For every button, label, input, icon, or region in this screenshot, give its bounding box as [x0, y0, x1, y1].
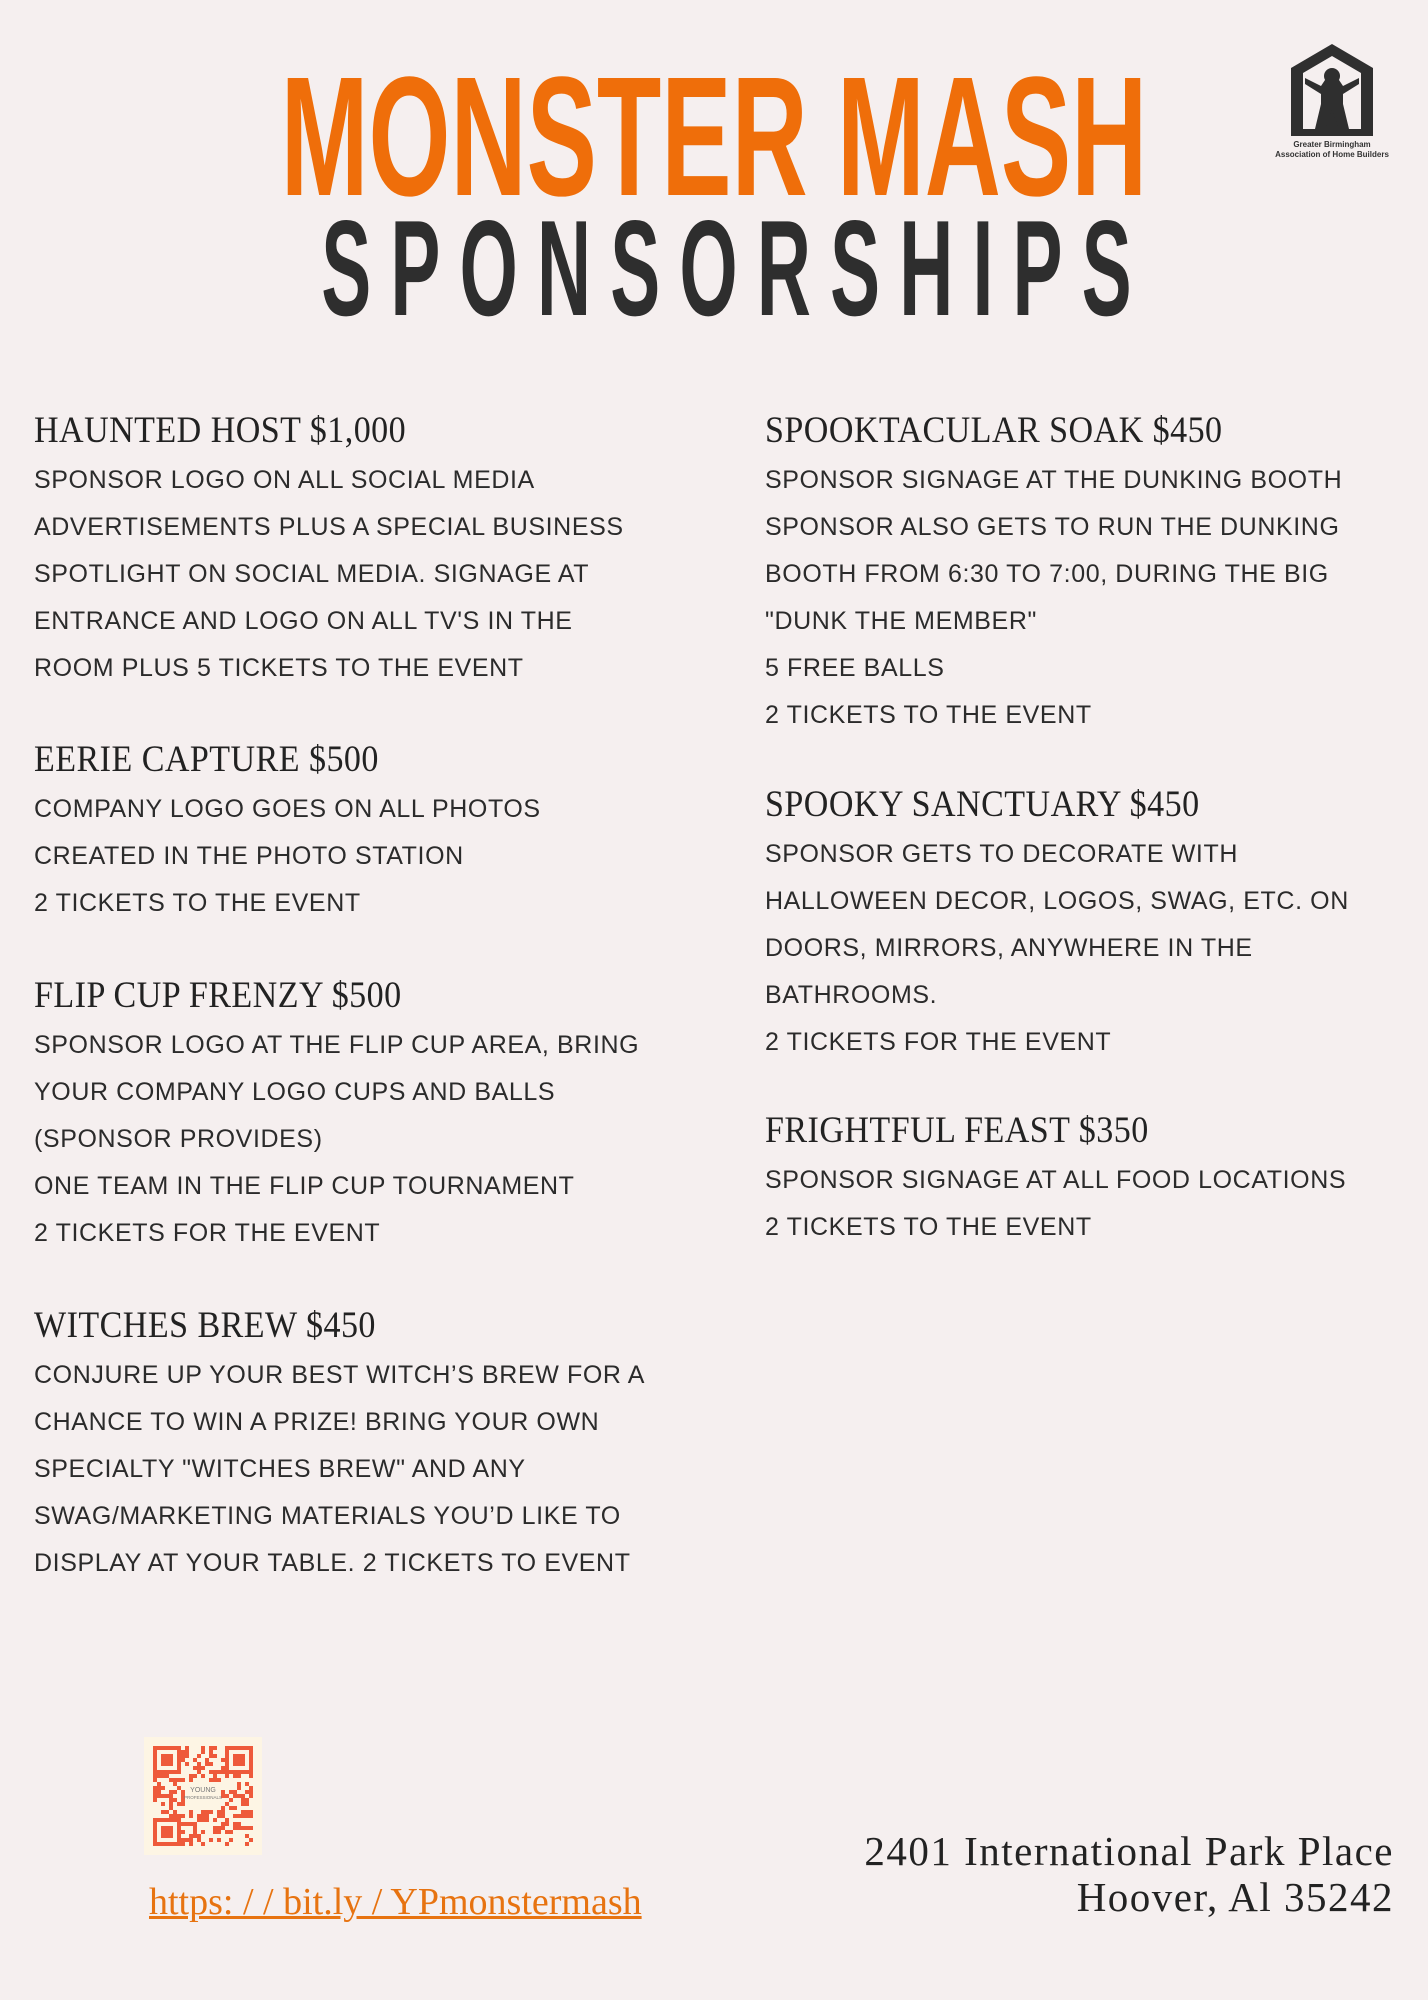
sponsorship-detail: DOORS, MIRRORS, ANYWHERE IN THE — [765, 934, 1253, 962]
sponsorship-section — [765, 1105, 1425, 1251]
sponsorship-detail: 2 TICKETS TO THE EVENT — [765, 1213, 1092, 1241]
sponsorship-detail: SPONSOR ALSO GETS TO RUN THE DUNKING — [765, 513, 1340, 541]
house-person-icon — [1291, 44, 1373, 136]
sponsorship-section — [34, 1300, 694, 1587]
sponsorship-detail: HALLOWEEN DECOR, LOGOS, SWAG, ETC. ON — [765, 887, 1349, 915]
sponsorship-detail: SPONSOR SIGNAGE AT ALL FOOD LOCATIONS — [765, 1166, 1347, 1194]
event-subtitle: SPONSORSHIPS — [321, 192, 1151, 344]
sponsorship-title: FRIGHTFUL FEAST $350 — [765, 1110, 1149, 1151]
sponsorship-detail: BATHROOMS. — [765, 981, 938, 1009]
gbahb-logo — [1262, 44, 1402, 160]
sponsorship-detail: SPONSOR SIGNAGE AT THE DUNKING BOOTH — [765, 466, 1343, 494]
sponsorship-detail: COMPANY LOGO GOES ON ALL PHOTOS — [34, 795, 541, 823]
sponsorship-detail: SPONSOR GETS TO DECORATE WITH — [765, 840, 1239, 868]
sponsorship-detail: 2 TICKETS TO THE EVENT — [765, 701, 1092, 729]
event-title: MONSTER MASH — [280, 42, 1148, 232]
sponsorship-detail: ADVERTISEMENTS PLUS A SPECIAL BUSINESS — [34, 513, 624, 541]
qr-label: YOUNG — [190, 1787, 216, 1794]
sponsorship-detail: 2 TICKETS FOR THE EVENT — [34, 1219, 381, 1247]
sponsorship-detail: ENTRANCE AND LOGO ON ALL TV'S IN THE — [34, 607, 573, 635]
qr-code-icon — [144, 1737, 262, 1855]
sponsorship-section — [765, 779, 1425, 1066]
address-line-1: 2401 International Park Place — [864, 1828, 1394, 1874]
sponsorship-detail: ONE TEAM IN THE FLIP CUP TOURNAMENT — [34, 1172, 575, 1200]
sponsorship-detail: ROOM PLUS 5 TICKETS TO THE EVENT — [34, 654, 524, 682]
sponsorship-detail: SPECIALTY "WITCHES BREW" AND ANY — [34, 1455, 526, 1483]
sponsorship-title: SPOOKY SANCTUARY $450 — [765, 784, 1200, 825]
sponsorship-title: SPOOKTACULAR SOAK $450 — [765, 410, 1223, 451]
event-address — [864, 1828, 1394, 1920]
sponsorship-detail: 2 TICKETS TO THE EVENT — [34, 889, 361, 917]
qr-label: PROFESSIONALS — [183, 1795, 223, 1800]
logo-text-line1: Greater Birmingham — [1293, 140, 1371, 149]
sponsorship-detail: CREATED IN THE PHOTO STATION — [34, 842, 464, 870]
sponsorship-title: WITCHES BREW $450 — [34, 1305, 376, 1346]
address-line-2: Hoover, Al 35242 — [1076, 1874, 1394, 1920]
sponsorship-detail: SPOTLIGHT ON SOCIAL MEDIA. SIGNAGE AT — [34, 560, 590, 588]
sponsorship-detail: YOUR COMPANY LOGO CUPS AND BALLS — [34, 1078, 556, 1106]
sponsorship-title: EERIE CAPTURE $500 — [34, 739, 379, 780]
sponsorship-detail: SPONSOR LOGO AT THE FLIP CUP AREA, BRING — [34, 1031, 640, 1059]
logo-text-line2: Association of Home Builders — [1275, 150, 1389, 159]
sponsorship-detail: SWAG/MARKETING MATERIALS YOU’D LIKE TO — [34, 1502, 621, 1530]
qr-code[interactable] — [144, 1737, 262, 1855]
sponsorship-section — [34, 970, 694, 1257]
sponsorship-title: HAUNTED HOST $1,000 — [34, 410, 407, 451]
sponsorship-detail: "DUNK THE MEMBER" — [765, 607, 1037, 635]
sponsorship-detail: SPONSOR LOGO ON ALL SOCIAL MEDIA — [34, 466, 535, 494]
sponsorship-detail: BOOTH FROM 6:30 TO 7:00, DURING THE BIG — [765, 560, 1329, 588]
sponsorship-section — [765, 405, 1425, 739]
sponsorship-detail: 2 TICKETS FOR THE EVENT — [765, 1028, 1112, 1056]
sponsorship-detail: (SPONSOR PROVIDES) — [34, 1125, 323, 1153]
sponsorship-detail: DISPLAY AT YOUR TABLE. 2 TICKETS TO EVENT — [34, 1549, 631, 1577]
sponsorship-section — [34, 734, 694, 927]
sponsorship-section — [34, 405, 694, 692]
signup-link[interactable]: https: / / bit.ly / YPmonstermash — [149, 1881, 642, 1923]
sponsorship-detail: CHANCE TO WIN A PRIZE! BRING YOUR OWN — [34, 1408, 600, 1436]
sponsorship-detail: 5 FREE BALLS — [765, 654, 945, 682]
sponsorship-title: FLIP CUP FRENZY $500 — [34, 975, 402, 1016]
sponsorship-detail: CONJURE UP YOUR BEST WITCH’S BREW FOR A — [34, 1361, 645, 1389]
